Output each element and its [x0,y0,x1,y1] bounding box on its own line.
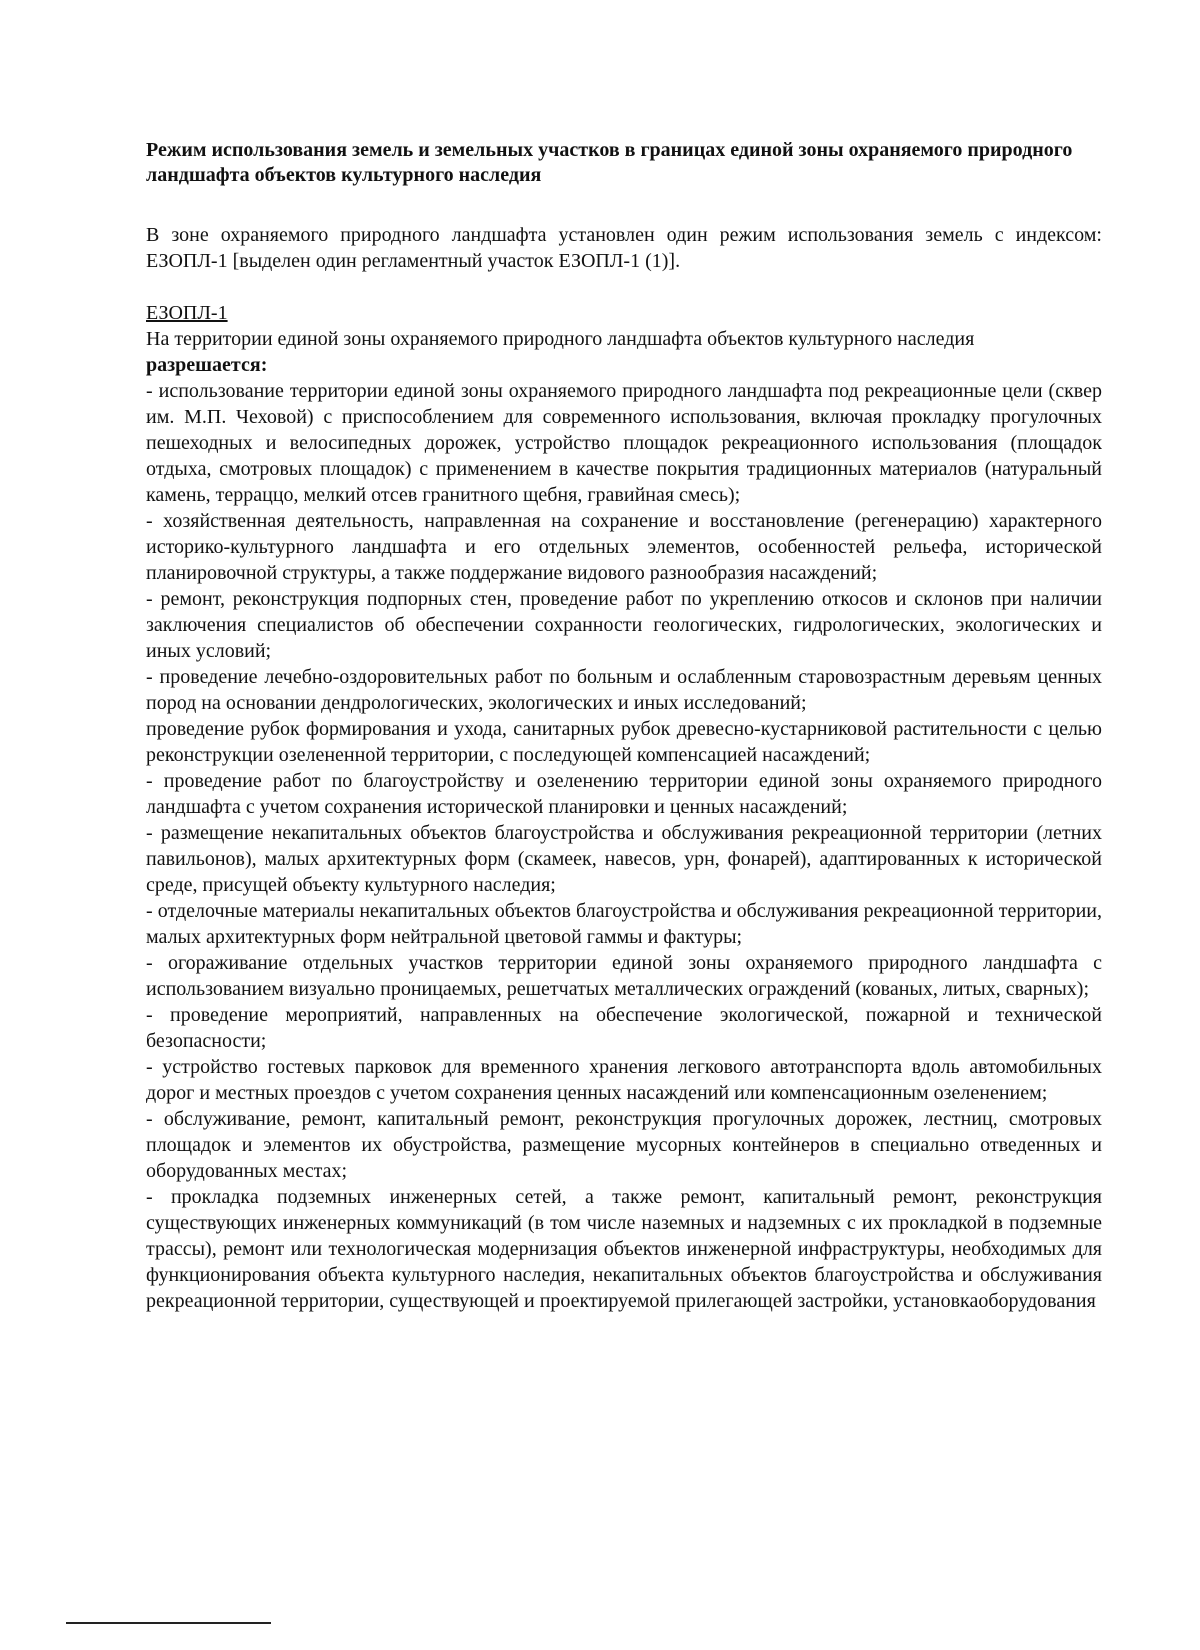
lead-bold-text: разрешается: [146,354,268,376]
lead-text: На территории единой зоны охраняемого природного ландшафта объектов культурного наследия [146,328,975,350]
list-item: - использование территории единой зоны охраняемого природного ландшафта под рекреационные цели (сквер им. М.П. Чеховой) с приспособлением для современного использования, включая прокладку прогулочных пешеходных и велосипедных дорожек, устройство площадок рекреационного использования (площадок отдыха, смотровых площадок) с применением в качестве покрытия традиционных материалов (натуральный камень, терраццо, мелкий отсев гранитного щебня, гравийная смесь); [146,380,1102,506]
list-item: - размещение некапитальных объектов благоустройства и обслуживания рекреационной территории (летних павильонов), малых архитектурных форм (скамеек, навесов, урн, фонарей), адаптированных к исторической среде, присущей объекту культурного наследия; [146,822,1102,896]
permitted-list [146,378,1102,1314]
intro-paragraph: В зоне охраняемого природного ландшафта установлен один режим использования земель с индексом: ЕЗОПЛ-1 [выделен один регламентный участок ЕЗОПЛ-1 (1)]. [146,224,1102,272]
document-heading: Режим использования земель и земельных участков в границах единой зоны охраняемого природного ландшафта объектов культурного наследия [146,139,1073,186]
section-label: ЕЗОПЛ-1 [146,302,228,324]
list-item: - хозяйственная деятельность, направленная на сохранение и восстановление (регенерацию) характерного историко-культурного ландшафта и его отдельных элементов, особенностей рельефа, исторической планировочной структуры, а также поддержание видового разнообразия насаждений; [146,510,1102,584]
list-item: - прокладка подземных инженерных сетей, а также ремонт, капитальный ремонт, реконструкция существующих инженерных коммуникаций (в том числе наземных и надземных с их прокладкой в подземные трассы), ремонт или технологическая модернизация объектов инженерной инфраструктуры, необходимых для функционирования объекта культурного наследия, некапитальных объектов благоустройства и обслуживания рекреационной территории, существующей и проектируемой прилегающей застройки, установкаоборудования [146,1186,1102,1312]
list-item: проведение рубок формирования и ухода, санитарных рубок древесно-кустарниковой растительности с целью реконструкции озелененной территории, с последующей компенсацией насаждений; [146,718,1102,766]
list-item: - огораживание отдельных участков территории единой зоны охраняемого природного ландшафта с использованием визуально проницаемых, решетчатых металлических ограждений (кованых, литых, сварных); [146,952,1102,1000]
list-item: - устройство гостевых парковок для временного хранения легкового автотранспорта вдоль автомобильных дорог и местных проездов с учетом сохранения ценных насаждений или компенсационным озеленением; [146,1056,1102,1104]
list-item: - обслуживание, ремонт, капитальный ремонт, реконструкция прогулочных дорожек, лестниц, смотровых площадок и элементов их обустройства, размещение мусорных контейнеров в специально отведенных и оборудованных местах; [146,1108,1102,1182]
list-item: - проведение работ по благоустройству и озеленению территории единой зоны охраняемого природного ландшафта с учетом сохранения исторической планировки и ценных насаждений; [146,770,1102,818]
lead-paragraph [146,326,1102,378]
document-page [146,138,1102,1314]
list-item: - проведение мероприятий, направленных на обеспечение экологической, пожарной и технической безопасности; [146,1004,1102,1052]
list-item: - проведение лечебно-оздоровительных работ по больным и ослабленным старовозрастным деревьям ценных пород на основании дендрологических, экологических и иных исследований; [146,666,1102,714]
list-item: - отделочные материалы некапитальных объектов благоустройства и обслуживания рекреационной территории, малых архитектурных форм нейтральной цветовой гаммы и фактуры; [146,900,1102,948]
footnote-divider [66,1622,271,1624]
list-item: - ремонт, реконструкция подпорных стен, проведение работ по укреплению откосов и склонов при наличии заключения специалистов об обеспечении сохранности геологических, гидрологических, экологических и иных условий; [146,588,1102,662]
